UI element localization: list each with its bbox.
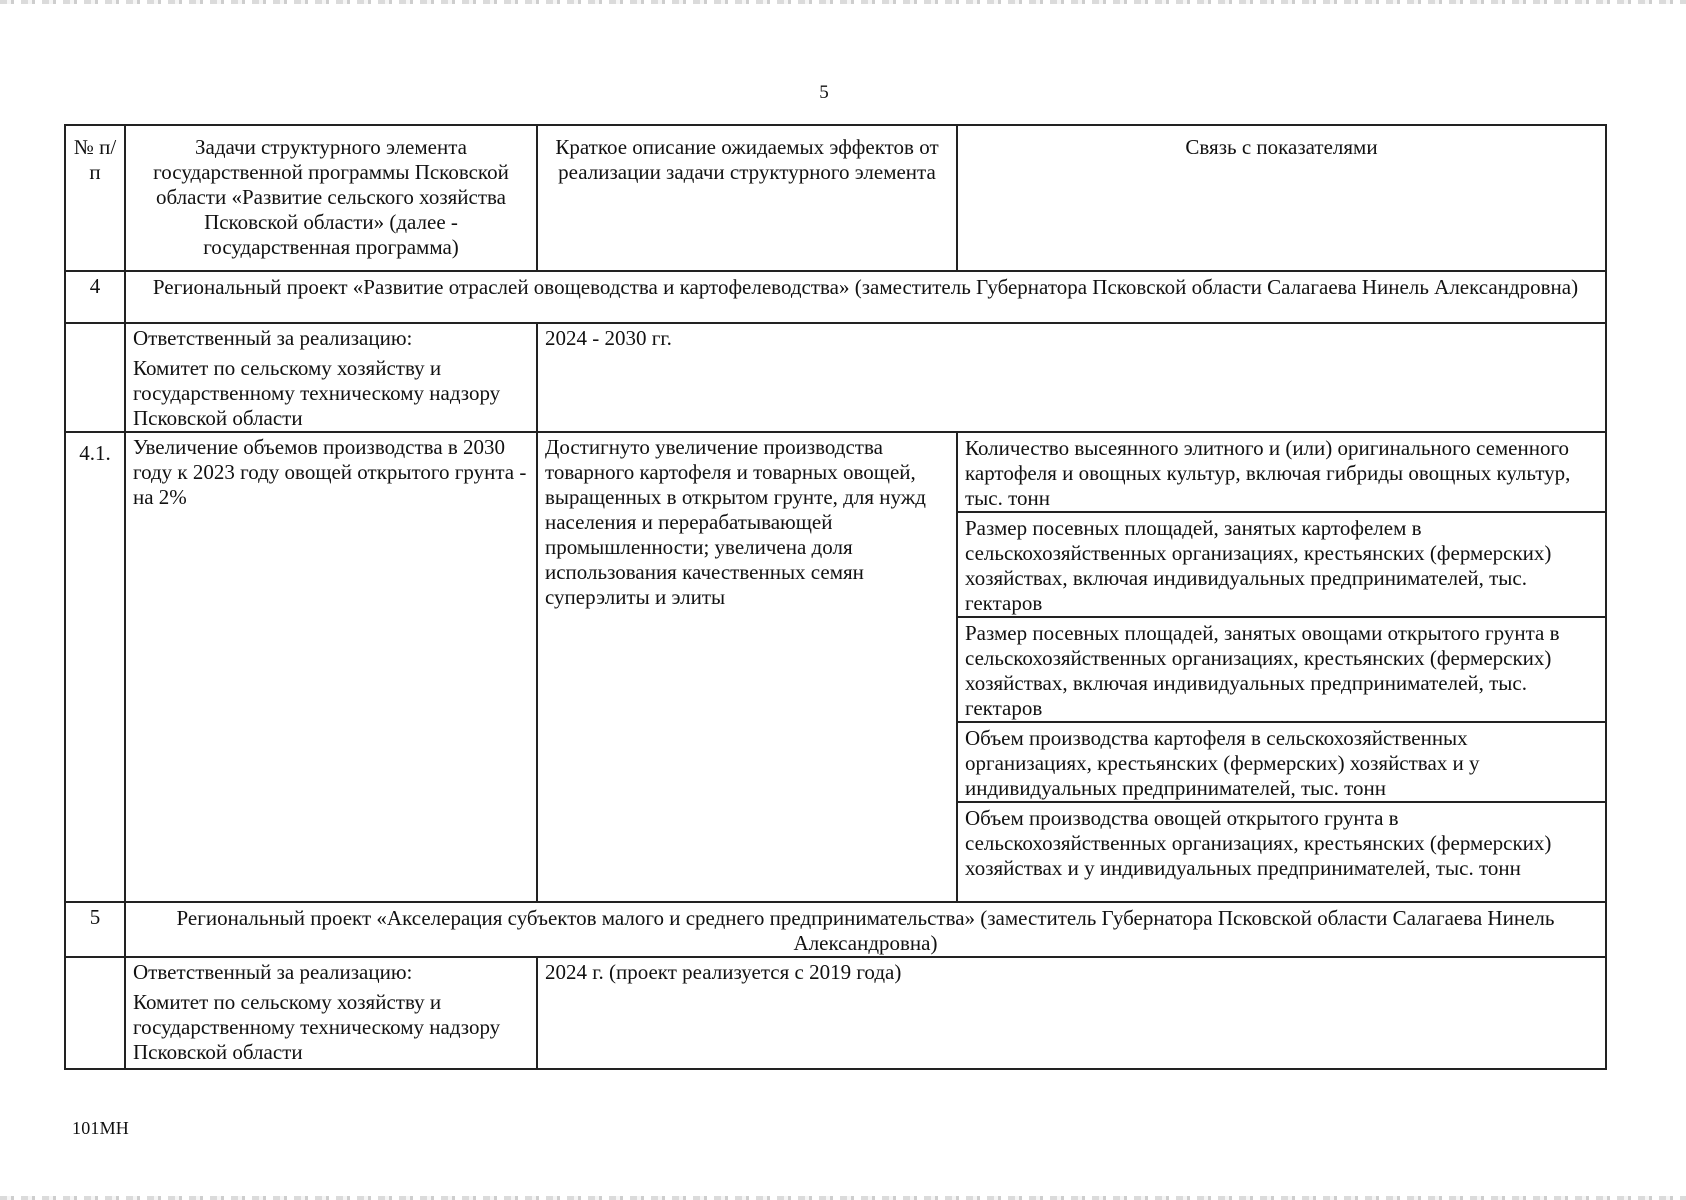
header-number: № п/п xyxy=(65,125,125,271)
indicator-cell: Размер посевных площадей, занятых картофелем в сельскохозяйственных организациях, крестьянских (фермерских) хозяйствах, включая индивидуальных предпринимателей, тыс. гектаров xyxy=(957,512,1606,617)
empty-number-cell xyxy=(65,957,125,1069)
task-number: 4.1. xyxy=(65,432,125,902)
responsible-cell xyxy=(125,323,537,432)
header-task: Задачи структурного элемента государственной программы Псковской области «Развитие сельского хозяйства Псковской области» (далее - государственная программа) xyxy=(125,125,537,271)
responsible-cell xyxy=(125,957,537,1069)
indicator-cell: Количество высеянного элитного и (или) оригинального семенного картофеля и овощных культур, включая гибриды овощных культур, тыс. тонн xyxy=(957,432,1606,512)
project-title: Региональный проект «Акселерация субъектов малого и среднего предпринимательства» (заместитель Губернатора Псковской области Салагаева Нинель Александровна) xyxy=(125,902,1606,957)
header-indicators: Связь с показателями xyxy=(957,125,1606,271)
header-effect: Краткое описание ожидаемых эффектов от реализации задачи структурного элемента xyxy=(537,125,957,271)
indicator-cell: Размер посевных площадей, занятых овощами открытого грунта в сельскохозяйственных организациях, крестьянских (фермерских) хозяйствах, включая индивидуальных предпринимателей, тыс. гектаров xyxy=(957,617,1606,722)
responsible-row-5 xyxy=(65,957,1606,1069)
page-number: 5 xyxy=(819,82,829,103)
responsible-label: Ответственный за реализацию: xyxy=(133,326,413,350)
responsible-row-4 xyxy=(65,323,1606,432)
empty-number-cell xyxy=(65,323,125,432)
project-period: 2024 - 2030 гг. xyxy=(537,323,1606,432)
responsible-organization: Комитет по сельскому хозяйству и государственному техническому надзору Псковской области xyxy=(133,990,501,1064)
project-number: 4 xyxy=(65,271,125,323)
expected-effect: Достигнуто увеличение производства товарного картофеля и товарных овощей, выращенных в открытом грунте, для нужд населения и перерабатывающей промышленности; увеличена доля использования качественных семян суперэлиты и элиты xyxy=(537,432,957,902)
task-row-4-1 xyxy=(65,432,1606,512)
task-description: Увеличение объемов производства в 2030 году к 2023 году овощей открытого грунта - на 2% xyxy=(125,432,537,902)
project-title: Региональный проект «Развитие отраслей овощеводства и картофелеводства» (заместитель Губернатора Псковской области Салагаева Нинель Александровна) xyxy=(125,271,1606,323)
table-header-row xyxy=(65,125,1606,271)
program-tasks-table xyxy=(64,124,1607,1070)
responsible-label: Ответственный за реализацию: xyxy=(133,960,413,984)
indicator-cell: Объем производства картофеля в сельскохозяйственных организациях, крестьянских (фермерских) хозяйствах и у индивидуальных предпринимателей, тыс. тонн xyxy=(957,722,1606,802)
document-code: 101МН xyxy=(72,1118,130,1138)
project-row-4 xyxy=(65,271,1606,323)
scan-edge-top xyxy=(0,0,1686,4)
responsible-organization: Комитет по сельскому хозяйству и государственному техническому надзору Псковской области xyxy=(133,356,501,430)
project-number: 5 xyxy=(65,902,125,957)
project-period: 2024 г. (проект реализуется с 2019 года) xyxy=(537,957,1606,1069)
indicator-cell: Объем производства овощей открытого грунта в сельскохозяйственных организациях, крестьянских (фермерских) хозяйствах и у индивидуальных предпринимателей, тыс. тонн xyxy=(957,802,1606,902)
scan-edge-bottom xyxy=(0,1196,1686,1200)
project-row-5 xyxy=(65,902,1606,957)
